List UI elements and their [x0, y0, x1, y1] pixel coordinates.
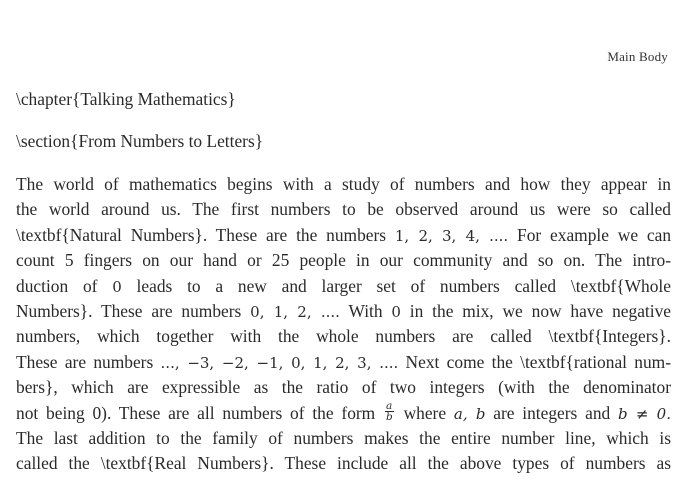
fraction-denominator: b	[386, 411, 393, 424]
text-run: With	[339, 300, 392, 321]
paragraph-line	[16, 426, 671, 451]
text-run: count 5 fingers on our hand or 25 people in our community and so on. The intro-	[16, 250, 671, 271]
text-run: For example we can	[508, 224, 672, 245]
paragraph-line	[16, 248, 671, 273]
text-run: are integers and	[485, 402, 619, 423]
paragraph-line	[16, 223, 671, 248]
paragraph-line	[16, 274, 671, 299]
text-run: not being 0). These are all numbers of the form	[16, 402, 384, 423]
text-run: duction of	[16, 275, 113, 296]
paragraph-line	[16, 197, 671, 222]
chapter-command-line: \chapter{Talking Mathematics}	[16, 89, 236, 109]
paragraph-line	[16, 375, 671, 400]
text-run: where	[395, 402, 454, 423]
fraction-numerator: a	[386, 400, 393, 413]
section-command-line: \section{From Numbers to Letters}	[16, 131, 264, 151]
text-run: The last addition to the family of numbers makes the entire number line, which is	[16, 427, 671, 448]
paragraph-line	[16, 451, 671, 476]
text-run: These are numbers	[16, 351, 161, 372]
text-run: in the mix, we now have negative	[400, 300, 671, 321]
text-run: \textbf{Natural Numbers}. These are the numbers	[16, 224, 395, 245]
math-inline: 0	[112, 277, 122, 296]
math-inline: 0, 1, 2, ....	[250, 302, 340, 321]
text-run: bers}, which are expressible as the ratio of two integers (with the denominator	[16, 377, 671, 398]
paragraph-line	[16, 172, 671, 197]
running-header: Main Body	[607, 49, 668, 64]
text-run: called the \textbf{Real Numbers}. These include all the above types of numbers as	[16, 453, 671, 474]
text-run: The world of mathematics begins with a study of numbers and how they appear in	[16, 174, 671, 194]
fraction-a-over-b	[385, 401, 394, 422]
paragraph-line	[16, 324, 671, 349]
math-inline: a, b	[453, 404, 486, 423]
text-run: leads to a new and larger set of numbers called \textbf{Whole	[121, 275, 671, 296]
math-inline: 0	[391, 302, 401, 321]
math-inline: b ≠ 0.	[618, 404, 671, 423]
text-run: numbers, which together with the whole numbers are called \textbf{Integers}.	[16, 326, 671, 347]
body-paragraph	[16, 172, 671, 477]
paragraph-line	[16, 350, 671, 375]
math-inline: ..., −3, −2, −1, 0, 1, 2, 3, ....	[160, 353, 399, 372]
text-run: the world around us. The first numbers to be observed around us were so called	[16, 199, 671, 220]
paragraph-line	[16, 401, 671, 426]
math-inline: 1, 2, 3, 4, ....	[394, 226, 509, 245]
text-run: Next come the \textbf{rational num-	[398, 351, 672, 372]
text-run: Numbers}. These are numbers	[16, 300, 251, 321]
paragraph-line	[16, 299, 671, 324]
